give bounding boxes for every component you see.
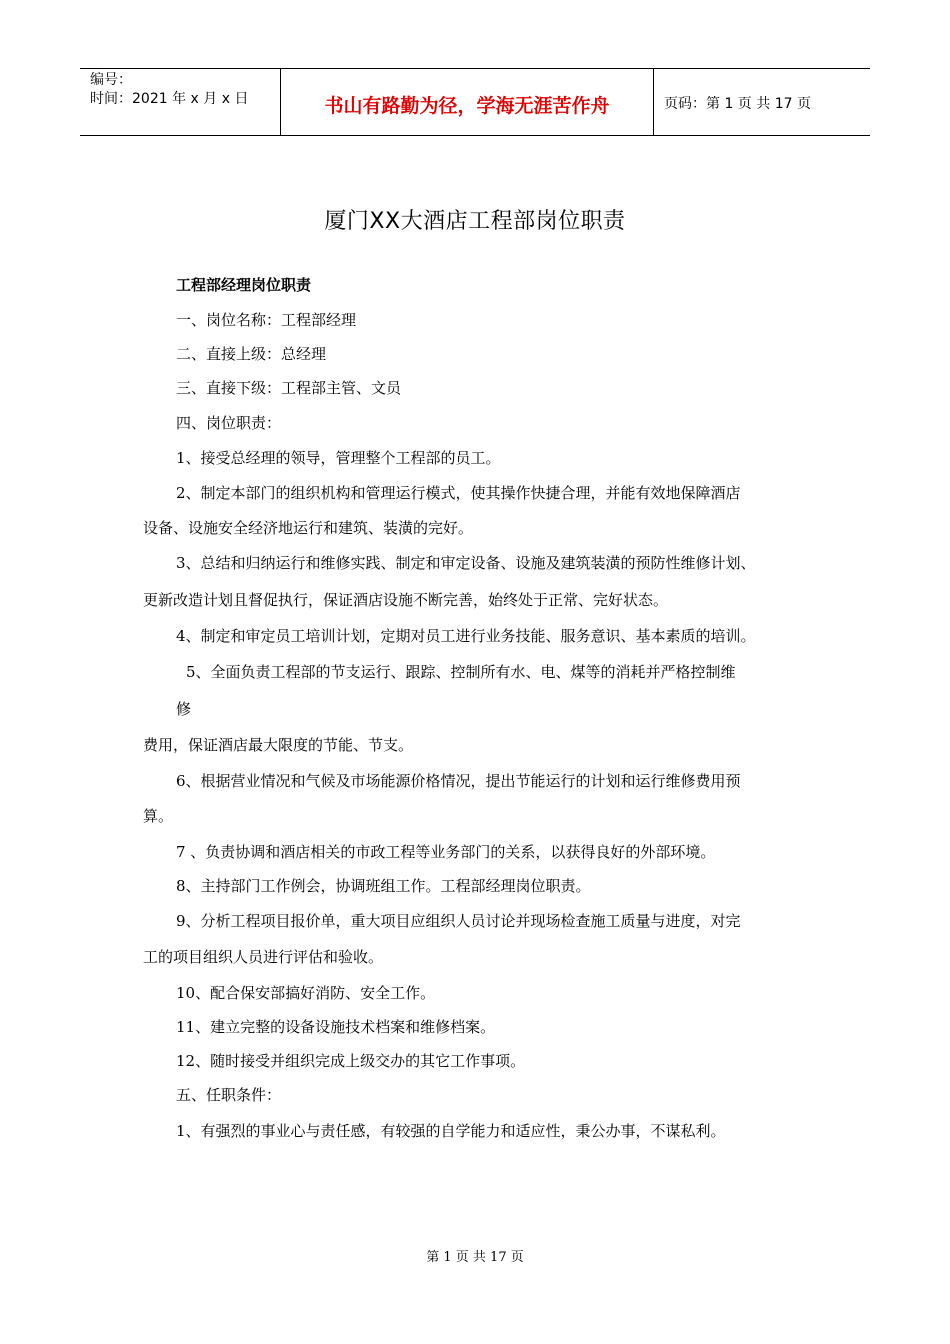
body-line: 12、随时接受并组织完成上级交办的其它工作事项。 bbox=[176, 1052, 526, 1070]
document-number-label: 编号： bbox=[90, 72, 132, 88]
body-line: 7 、负责协调和酒店相关的市政工程等业务部门的关系，以获得良好的外部环境。 bbox=[176, 843, 716, 861]
document-header bbox=[80, 68, 870, 136]
body-line: 算。 bbox=[143, 807, 174, 825]
body-line: 五、任职条件： bbox=[176, 1086, 282, 1104]
body-line: 二、直接上级：总经理 bbox=[176, 345, 327, 363]
section-heading: 工程部经理岗位职责 bbox=[176, 276, 312, 294]
body-line: 设备、设施安全经济地运行和建筑、装潢的完好。 bbox=[143, 519, 474, 537]
body-line: 2、制定本部门的组织机构和管理运行模式，使其操作快捷合理，并能有效地保障酒店 bbox=[176, 484, 741, 502]
header-meta-cell bbox=[80, 69, 281, 135]
body-line: 1、有强烈的事业心与责任感，有较强的自学能力和适应性，秉公办事，不谋私利。 bbox=[176, 1122, 726, 1140]
body-line: 工的项目组织人员进行评估和验收。 bbox=[143, 948, 384, 966]
body-line: 一、岗位名称：工程部经理 bbox=[176, 311, 357, 329]
body-line: 6、根据营业情况和气候及市场能源价格情况，提出节能运行的计划和运行维修费用预 bbox=[176, 772, 741, 790]
document-time-label: 时间：2021 年 x 月 x 日 bbox=[90, 91, 249, 107]
body-line: 9、分析工程项目报价单，重大项目应组织人员讨论并现场检查施工质量与进度，对完 bbox=[176, 912, 741, 930]
body-line: 4、制定和审定员工培训计划，定期对员工进行业务技能、服务意识、基本素质的培训。 bbox=[176, 627, 756, 645]
page-footer: 第 1 页 共 17 页 bbox=[426, 1250, 524, 1265]
body-line: 三、直接下级：工程部主管、文员 bbox=[176, 379, 402, 397]
body-line: 10、配合保安部搞好消防、安全工作。 bbox=[176, 984, 436, 1002]
body-line: 3、总结和归纳运行和维修实践、制定和审定设备、设施及建筑装潢的预防性维修计划、 bbox=[176, 554, 756, 572]
body-line: 更新改造计划且督促执行，保证酒店设施不断完善，始终处于正常、完好状态。 bbox=[143, 591, 669, 609]
header-motto: 书山有路勤为径，学海无涯苦作舟 bbox=[281, 69, 654, 135]
body-line: 四、岗位职责： bbox=[176, 414, 282, 432]
body-line: 1、接受总经理的领导，管理整个工程部的员工。 bbox=[176, 449, 501, 467]
document-title: 厦门XX大酒店工程部岗位职责 bbox=[324, 209, 626, 234]
body-line: 8、主持部门工作例会，协调班组工作。工程部经理岗位职责。 bbox=[176, 877, 591, 895]
body-line: 费用，保证酒店最大限度的节能、节支。 bbox=[143, 736, 414, 754]
header-page-info: 页码：第 1 页 共 17 页 bbox=[664, 96, 811, 112]
body-line: 5、全面负责工程部的节支运行、跟踪、控制所有水、电、煤等的消耗并严格控制维 bbox=[186, 663, 736, 681]
body-line: 11、建立完整的设备设施技术档案和维修档案。 bbox=[176, 1018, 496, 1036]
body-line: 修 bbox=[176, 700, 192, 718]
